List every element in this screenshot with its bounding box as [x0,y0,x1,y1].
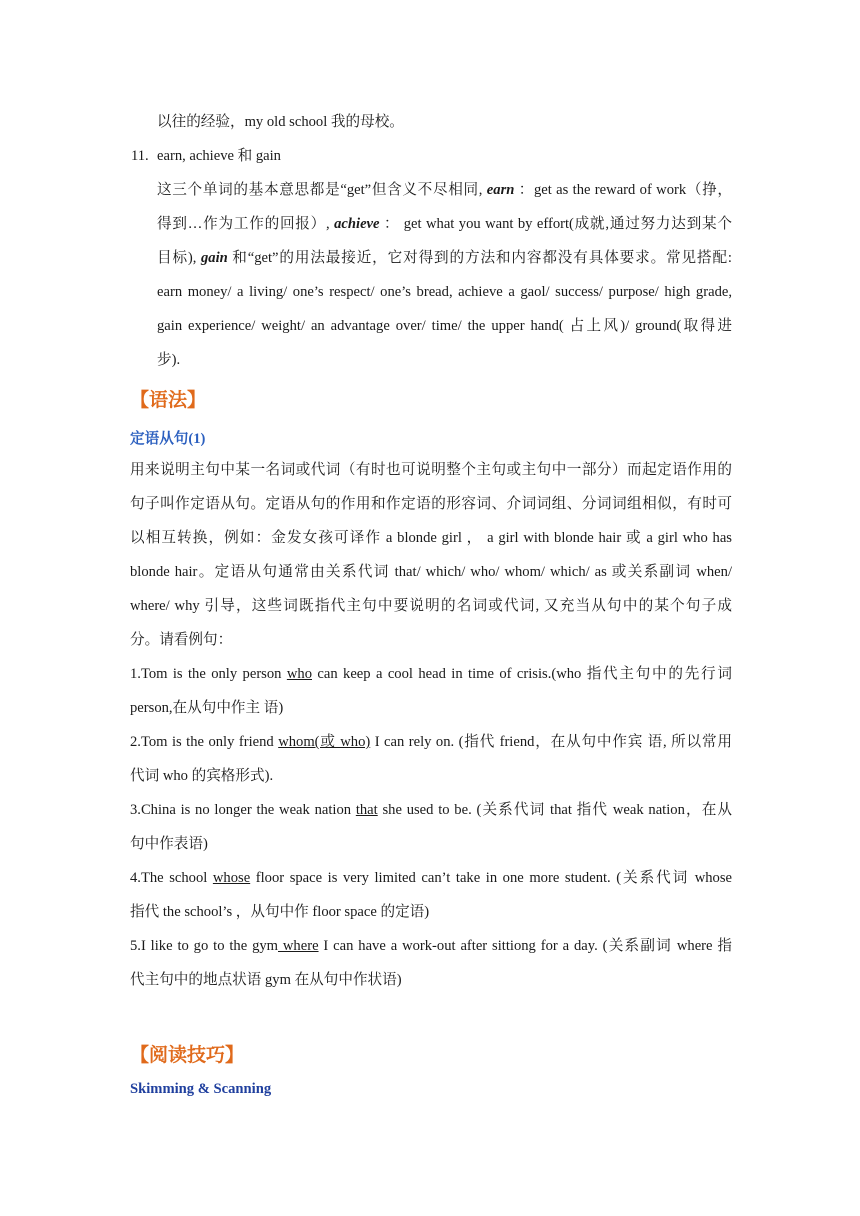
grammar-line-1: 用来说明主句中某一名词或代词（有时也可说明整个主句或主句中一部分）而起定语作用的 [130,462,732,478]
grammar-line-3: 以相互转换，例如：金发女孩可译作 a blonde girl ， a girl with blonde hair 或 a girl who has [130,530,732,546]
vocab-prev-line: 以往的经验，my old school 我的母校。 [157,114,404,130]
text-span: 3.China is no longer the weak nation [130,802,356,818]
vocab-paragraph-line-2 [157,214,732,234]
relative-word: that [355,802,378,818]
text-span: can keep a cool head in time of crisis.(who 指代主句中的先行词 [312,666,732,682]
text-span: 得到…作为工作的回报）, [157,216,335,232]
text-span: 和“get”的用法最接近，它对得到的方法和内容都没有具体要求。常见搭配: [227,250,732,266]
text-span: she used to be. (关系代词 that 指代 weak nation，在从 [377,802,732,818]
vocab-paragraph-line-4: earn money/ a living/ one’s respect/ one’s bread, achieve a gaol/ success/ purpose/ high grade, [157,284,732,300]
text-span: 4.The school [130,870,213,886]
relative-word: where [278,938,319,954]
example-4-line-2: 指代 the school’s ，从句中作 floor space 的定语) [130,904,430,920]
text-span: 目标), [157,250,201,266]
text-span: floor space is very limited can’t take in one more student. (关系代词 whose [250,870,732,886]
vocab-paragraph-line-3 [157,248,732,268]
text-span: I can rely on. (指代 friend，在从句中作宾 语, 所以常用 [370,734,732,750]
term-gain: gain [200,250,228,266]
example-2-line-2: 代词 who 的宾格形式). [130,768,274,784]
text-span: I can have a work-out after sittiong for a day. (关系副词 where 指 [318,938,732,954]
example-3-line-2: 句中作表语) [130,836,208,852]
text-span: 1.Tom is the only person [130,666,287,682]
grammar-heading: 【语法】 [130,389,207,411]
reading-subheading: Skimming & Scanning [130,1081,272,1097]
term-earn: earn [486,182,515,198]
item-11-number: 11. [131,148,149,164]
item-11-title: earn, achieve 和 gain [157,148,281,164]
text-span: 这三个单词的基本意思都是“get”但含义不尽相同, [157,182,487,198]
example-4-line-1 [130,868,732,888]
vocab-paragraph-line-5: gain experience/ weight/ an advantage over/ time/ the upper hand( 占上风)/ ground(取得进 [157,318,732,334]
vocab-paragraph-line-1 [157,180,732,200]
grammar-line-4: blonde hair。定语从句通常由关系代词 that/ which/ who/ whom/ which/ as 或关系副词 when/ [130,564,732,580]
relative-word: whose [212,870,251,886]
example-1-line-2: person,在从句中作主 语) [130,700,284,716]
example-3-line-1 [130,800,732,820]
grammar-subheading: 定语从句(1) [130,431,206,447]
example-5-line-2: 代主句中的地点状语 gym 在从句中作状语) [130,972,402,988]
term-achieve: achieve [334,216,380,232]
example-2-line-1 [130,732,732,752]
grammar-line-6: 分。请看例句： [130,632,233,648]
text-span: ： get what you want by effort(成就,通过努力达到某个 [379,216,732,232]
relative-word: whom(或 who) [278,734,371,750]
text-span: 2.Tom is the only friend [130,734,279,750]
example-5-line-1 [130,936,732,956]
relative-word: who [286,666,312,682]
vocab-paragraph-line-6: 步). [157,352,181,368]
text-span: ：get as the reward of work（挣， [514,182,732,198]
grammar-line-2: 句子叫作定语从句。定语从句的作用和作定语的形容词、介词词组、分词词组相似，有时可 [130,496,732,512]
grammar-line-5: where/ why 引导，这些词既指代主句中要说明的名词或代词, 又充当从句中的某个句子成 [130,598,732,614]
example-1-line-1 [130,664,732,684]
reading-heading: 【阅读技巧】 [130,1044,245,1066]
text-span: 5.I like to go to the gym [130,938,279,954]
